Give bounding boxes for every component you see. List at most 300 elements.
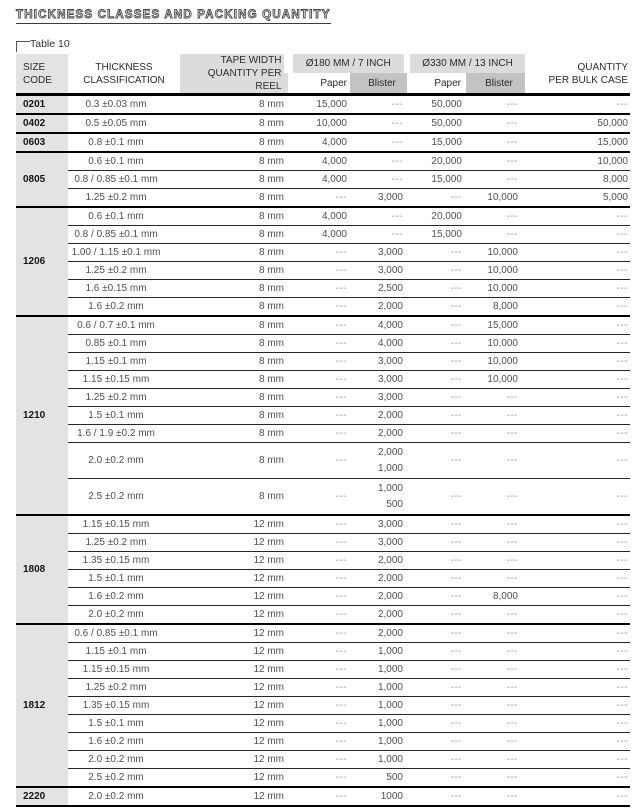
paper-180-cell: --- — [288, 189, 350, 208]
tape-width-cell: 8 mm — [180, 280, 288, 298]
table-row — [16, 588, 630, 606]
thickness-cell: 1.25 ±0.2 mm — [68, 679, 180, 697]
paper-180-cell: 4,000 — [288, 171, 350, 189]
paper-330-cell: 20,000 — [407, 207, 465, 226]
paper-180-cell: --- — [288, 733, 350, 751]
paper-330-cell: --- — [407, 570, 465, 588]
blister-180-cell: --- — [350, 114, 407, 133]
paper-180-cell: --- — [288, 389, 350, 407]
blister-330-cell: 10,000 — [465, 280, 525, 298]
table-row — [16, 733, 630, 751]
table-row — [16, 353, 630, 371]
thickness-cell: 0.3 ±0.03 mm — [68, 95, 180, 115]
paper-180-cell: --- — [288, 244, 350, 262]
blister-180-cell: 1,000 — [350, 751, 407, 769]
size-group-2220 — [16, 787, 630, 806]
blister-330-cell: --- — [465, 697, 525, 715]
header-thickness-line1: THICKNESS — [95, 61, 153, 73]
tape-width-cell: 8 mm — [180, 189, 288, 208]
blister-180-cell: 1,000 — [350, 643, 407, 661]
blister-330-cell: --- — [465, 643, 525, 661]
header-tape-line2: QUANTITY PER REEL — [207, 68, 282, 92]
size-group-0402 — [16, 114, 630, 133]
header-reel-330mm: Ø330 MM / 13 INCH — [407, 54, 525, 73]
paper-180-cell: --- — [288, 353, 350, 371]
blister-180-cell: 2,000 — [350, 552, 407, 570]
paper-330-cell: 20,000 — [407, 152, 465, 171]
table-row — [16, 679, 630, 697]
table-row — [16, 171, 630, 189]
blister-180-cell: 2,000 — [350, 624, 407, 643]
bulk-quantity-cell: --- — [525, 606, 630, 625]
paper-180-cell: --- — [288, 787, 350, 806]
tape-width-cell: 8 mm — [180, 171, 288, 189]
paper-330-cell: --- — [407, 643, 465, 661]
thickness-cell: 1.15 ±0.1 mm — [68, 353, 180, 371]
header-bulk-line1: QUANTITY — [577, 61, 628, 73]
table-row — [16, 189, 630, 208]
blister-330-cell: --- — [465, 152, 525, 171]
tape-width-cell: 12 mm — [180, 751, 288, 769]
header-tape-line1: TAPE WIDTH — [220, 55, 282, 66]
blister-330-cell: --- — [465, 479, 525, 516]
blister-330-cell: --- — [465, 679, 525, 697]
tape-width-cell: 8 mm — [180, 389, 288, 407]
size-group-1210 — [16, 316, 630, 515]
bulk-quantity-cell: 15,000 — [525, 133, 630, 152]
header-blister-180: Blister — [350, 73, 407, 94]
blister-330-cell: --- — [465, 425, 525, 443]
bulk-quantity-cell: --- — [525, 570, 630, 588]
blister-330-cell: 10,000 — [465, 371, 525, 389]
blister-180-cell: 1,000 — [350, 679, 407, 697]
blister-180-cell: --- — [350, 133, 407, 152]
blister-180-cell: 3,000 — [350, 244, 407, 262]
paper-330-cell: --- — [407, 371, 465, 389]
blister-330-cell: --- — [465, 552, 525, 570]
table-row — [16, 534, 630, 552]
bulk-quantity-cell: --- — [525, 298, 630, 317]
table-row — [16, 443, 630, 479]
bulk-quantity-cell: --- — [525, 407, 630, 425]
thickness-cell: 1.25 ±0.2 mm — [68, 534, 180, 552]
bulk-quantity-cell: --- — [525, 552, 630, 570]
tape-width-cell: 8 mm — [180, 443, 288, 479]
blister-330-cell: --- — [465, 226, 525, 244]
table-row — [16, 298, 630, 317]
blister-180-cell: 2,000 — [350, 588, 407, 606]
tape-width-cell: 8 mm — [180, 407, 288, 425]
blister-180-cell: 1,000 500 — [350, 479, 407, 516]
table-label — [16, 38, 640, 52]
tape-width-cell: 8 mm — [180, 95, 288, 115]
table-row — [16, 570, 630, 588]
paper-180-cell: --- — [288, 335, 350, 353]
thickness-cell: 2.0 ±0.2 mm — [68, 443, 180, 479]
bulk-quantity-cell: --- — [525, 697, 630, 715]
paper-180-cell: --- — [288, 588, 350, 606]
tape-width-cell: 12 mm — [180, 588, 288, 606]
blister-180-cell: 2,000 — [350, 407, 407, 425]
paper-330-cell: --- — [407, 244, 465, 262]
thickness-cell: 0.8 ±0.1 mm — [68, 133, 180, 152]
size-code-cell: 0201 — [16, 95, 68, 115]
paper-180-cell: 4,000 — [288, 207, 350, 226]
table-row — [16, 661, 630, 679]
tape-width-cell: 12 mm — [180, 515, 288, 534]
bulk-quantity-cell: --- — [525, 280, 630, 298]
paper-330-cell: --- — [407, 353, 465, 371]
paper-180-cell: --- — [288, 515, 350, 534]
paper-180-cell: --- — [288, 298, 350, 317]
blister-180-cell: 3,000 — [350, 371, 407, 389]
thickness-cell: 2.5 ±0.2 mm — [68, 479, 180, 516]
blister-180-cell: 3,000 — [350, 262, 407, 280]
thickness-cell: 1.15 ±0.15 mm — [68, 661, 180, 679]
table-row — [16, 262, 630, 280]
header-bulk-line2: PER BULK CASE — [548, 74, 628, 86]
tape-width-cell: 8 mm — [180, 262, 288, 280]
bulk-quantity-cell: --- — [525, 443, 630, 479]
paper-180-cell: --- — [288, 769, 350, 788]
tape-width-cell: 8 mm — [180, 371, 288, 389]
paper-180-cell: --- — [288, 643, 350, 661]
thickness-cell: 1.6 ±0.2 mm — [68, 733, 180, 751]
bulk-quantity-cell: --- — [525, 733, 630, 751]
size-group-1812 — [16, 624, 630, 787]
blister-330-cell: --- — [465, 606, 525, 625]
tape-width-cell: 12 mm — [180, 534, 288, 552]
blister-330-cell: 10,000 — [465, 189, 525, 208]
blister-180-cell: --- — [350, 207, 407, 226]
corner-bracket-icon — [16, 41, 30, 52]
bulk-quantity-cell: --- — [525, 624, 630, 643]
paper-180-cell: 4,000 — [288, 133, 350, 152]
thickness-cell: 0.8 / 0.85 ±0.1 mm — [68, 171, 180, 189]
blister-180-cell: 4,000 — [350, 316, 407, 335]
table-row — [16, 280, 630, 298]
header-size-line1: SIZE — [23, 61, 46, 73]
paper-330-cell: --- — [407, 443, 465, 479]
blister-180-cell: 500 — [350, 769, 407, 788]
tape-width-cell: 8 mm — [180, 133, 288, 152]
size-code-cell: 0603 — [16, 133, 68, 152]
paper-330-cell: --- — [407, 280, 465, 298]
page-title: THICKNESS CLASSES AND PACKING QUANTITY — [16, 9, 331, 24]
blister-180-cell: 1,000 — [350, 733, 407, 751]
blister-180-cell: --- — [350, 226, 407, 244]
bulk-quantity-cell: --- — [525, 715, 630, 733]
table-row — [16, 697, 630, 715]
thickness-cell: 1.5 ±0.1 mm — [68, 570, 180, 588]
paper-330-cell: --- — [407, 298, 465, 317]
table-row — [16, 244, 630, 262]
header-thickness-line2: CLASSIFICATION — [83, 74, 165, 86]
bulk-quantity-cell: --- — [525, 226, 630, 244]
paper-330-cell: --- — [407, 751, 465, 769]
blister-330-cell: --- — [465, 534, 525, 552]
table-header — [16, 54, 630, 95]
paper-180-cell: --- — [288, 371, 350, 389]
bulk-quantity-cell: --- — [525, 479, 630, 516]
blister-180-cell: 4,000 — [350, 335, 407, 353]
table-row — [16, 316, 630, 335]
tape-width-cell: 8 mm — [180, 244, 288, 262]
paper-330-cell: --- — [407, 534, 465, 552]
paper-330-cell: --- — [407, 624, 465, 643]
bulk-quantity-cell: 10,000 — [525, 152, 630, 171]
thickness-cell: 1.6 ±0.2 mm — [68, 298, 180, 317]
paper-330-cell: --- — [407, 661, 465, 679]
paper-180-cell: 10,000 — [288, 114, 350, 133]
blister-180-cell: 2,500 — [350, 280, 407, 298]
blister-330-cell: 15,000 — [465, 316, 525, 335]
tape-width-cell: 12 mm — [180, 787, 288, 806]
thickness-cell: 1.5 ±0.1 mm — [68, 407, 180, 425]
paper-330-cell: 15,000 — [407, 133, 465, 152]
tape-width-cell: 12 mm — [180, 552, 288, 570]
blister-180-cell: 2,000 — [350, 570, 407, 588]
paper-180-cell: --- — [288, 661, 350, 679]
paper-330-cell: --- — [407, 787, 465, 806]
blister-330-cell: 10,000 — [465, 335, 525, 353]
paper-180-cell: --- — [288, 262, 350, 280]
paper-330-cell: --- — [407, 316, 465, 335]
paper-180-cell: 4,000 — [288, 152, 350, 171]
paper-330-cell: 50,000 — [407, 114, 465, 133]
blister-180-cell: 1,000 — [350, 661, 407, 679]
table-row — [16, 515, 630, 534]
paper-330-cell: --- — [407, 262, 465, 280]
thickness-cell: 0.6 / 0.7 ±0.1 mm — [68, 316, 180, 335]
tape-width-cell: 12 mm — [180, 679, 288, 697]
paper-180-cell: --- — [288, 570, 350, 588]
blister-330-cell: --- — [465, 443, 525, 479]
bulk-quantity-cell: --- — [525, 534, 630, 552]
paper-330-cell: --- — [407, 189, 465, 208]
blister-180-cell: 3,000 — [350, 515, 407, 534]
blister-330-cell: --- — [465, 133, 525, 152]
paper-330-cell: 15,000 — [407, 226, 465, 244]
size-group-1808 — [16, 515, 630, 624]
blister-180-cell: 1000 — [350, 787, 407, 806]
header-reel-180mm: Ø180 MM / 7 INCH — [288, 54, 407, 73]
blister-330-cell: --- — [465, 407, 525, 425]
blister-180-cell: 3,000 — [350, 353, 407, 371]
size-code-cell: 0805 — [16, 152, 68, 207]
table-row — [16, 114, 630, 133]
blister-180-cell: 2,000 — [350, 298, 407, 317]
bulk-quantity-cell: --- — [525, 588, 630, 606]
blister-180-cell: 2,000 1,000 — [350, 443, 407, 479]
bulk-quantity-cell: 5,000 — [525, 189, 630, 208]
table-row — [16, 425, 630, 443]
header-size-code — [16, 54, 68, 95]
tape-width-cell: 12 mm — [180, 606, 288, 625]
header-paper-330: Paper — [407, 73, 465, 94]
table-row — [16, 624, 630, 643]
paper-330-cell: --- — [407, 335, 465, 353]
thickness-cell: 2.5 ±0.2 mm — [68, 769, 180, 788]
table-row — [16, 95, 630, 115]
thickness-cell: 1.6 / 1.9 ±0.2 mm — [68, 425, 180, 443]
paper-180-cell: --- — [288, 316, 350, 335]
blister-180-cell: 3,000 — [350, 534, 407, 552]
blister-330-cell: --- — [465, 207, 525, 226]
size-code-cell: 1808 — [16, 515, 68, 624]
paper-330-cell: --- — [407, 679, 465, 697]
tape-width-cell: 8 mm — [180, 353, 288, 371]
blister-330-cell: --- — [465, 114, 525, 133]
blister-330-cell: 8,000 — [465, 588, 525, 606]
thickness-cell: 1.5 ±0.1 mm — [68, 715, 180, 733]
blister-330-cell: --- — [465, 733, 525, 751]
blister-180-cell: 3,000 — [350, 389, 407, 407]
blister-330-cell: --- — [465, 624, 525, 643]
bulk-quantity-cell: --- — [525, 679, 630, 697]
blister-330-cell: --- — [465, 389, 525, 407]
thickness-cell: 1.15 ±0.1 mm — [68, 643, 180, 661]
thickness-cell: 1.25 ±0.2 mm — [68, 189, 180, 208]
table-row — [16, 751, 630, 769]
blister-180-cell: --- — [350, 152, 407, 171]
bulk-quantity-cell: --- — [525, 95, 630, 115]
paper-180-cell: --- — [288, 443, 350, 479]
header-blister-330: Blister — [465, 73, 525, 94]
table-row — [16, 207, 630, 226]
table-row — [16, 787, 630, 806]
tape-width-cell: 8 mm — [180, 226, 288, 244]
thickness-cell: 1.6 ±0.2 mm — [68, 588, 180, 606]
paper-330-cell: --- — [407, 715, 465, 733]
blister-330-cell: 10,000 — [465, 244, 525, 262]
blister-330-cell: 10,000 — [465, 262, 525, 280]
tape-width-cell: 12 mm — [180, 769, 288, 788]
bulk-quantity-cell: --- — [525, 661, 630, 679]
paper-330-cell: 50,000 — [407, 95, 465, 115]
table-row — [16, 407, 630, 425]
tape-width-cell: 8 mm — [180, 335, 288, 353]
table-row — [16, 226, 630, 244]
blister-180-cell: 1,000 — [350, 715, 407, 733]
blister-330-cell: --- — [465, 715, 525, 733]
tape-width-cell: 8 mm — [180, 207, 288, 226]
size-code-cell: 1812 — [16, 624, 68, 787]
paper-330-cell: --- — [407, 389, 465, 407]
bulk-quantity-cell: --- — [525, 425, 630, 443]
bulk-quantity-cell: --- — [525, 207, 630, 226]
paper-180-cell: --- — [288, 407, 350, 425]
blister-330-cell: --- — [465, 515, 525, 534]
blister-330-cell: --- — [465, 171, 525, 189]
thickness-cell: 1.25 ±0.2 mm — [68, 389, 180, 407]
paper-330-cell: --- — [407, 769, 465, 788]
tape-width-cell: 8 mm — [180, 152, 288, 171]
bulk-quantity-cell: --- — [525, 389, 630, 407]
paper-330-cell: --- — [407, 606, 465, 625]
paper-330-cell: --- — [407, 407, 465, 425]
paper-180-cell: --- — [288, 624, 350, 643]
blister-180-cell: 3,000 — [350, 189, 407, 208]
tape-width-cell: 12 mm — [180, 697, 288, 715]
table-row — [16, 479, 630, 516]
table-row — [16, 133, 630, 152]
tape-width-cell: 12 mm — [180, 733, 288, 751]
tape-width-cell: 12 mm — [180, 661, 288, 679]
blister-180-cell: 2,000 — [350, 425, 407, 443]
paper-330-cell: --- — [407, 588, 465, 606]
bulk-quantity-cell: --- — [525, 262, 630, 280]
thickness-cell: 1.00 / 1.15 ±0.1 mm — [68, 244, 180, 262]
paper-330-cell: --- — [407, 697, 465, 715]
bulk-quantity-cell: 8,000 — [525, 171, 630, 189]
tape-width-cell: 12 mm — [180, 715, 288, 733]
bulk-quantity-cell: --- — [525, 353, 630, 371]
thickness-cell: 2.0 ±0.2 mm — [68, 751, 180, 769]
table-row — [16, 389, 630, 407]
thickness-cell: 0.85 ±0.1 mm — [68, 335, 180, 353]
header-tape-width — [180, 54, 288, 95]
bulk-quantity-cell: --- — [525, 769, 630, 788]
header-thickness-classification — [68, 54, 180, 95]
thickness-cell: 1.35 ±0.15 mm — [68, 552, 180, 570]
bulk-quantity-cell: --- — [525, 244, 630, 262]
blister-330-cell: --- — [465, 787, 525, 806]
paper-180-cell: --- — [288, 280, 350, 298]
thickness-cell: 2.0 ±0.2 mm — [68, 606, 180, 625]
bulk-quantity-cell: --- — [525, 371, 630, 389]
blister-330-cell: 10,000 — [465, 353, 525, 371]
size-code-cell: 1206 — [16, 207, 68, 316]
thickness-cell: 0.6 / 0.85 ±0.1 mm — [68, 624, 180, 643]
thickness-cell: 0.6 ±0.1 mm — [68, 207, 180, 226]
bulk-quantity-cell: --- — [525, 515, 630, 534]
bulk-quantity-cell: 50,000 — [525, 114, 630, 133]
size-group-0201 — [16, 95, 630, 115]
blister-330-cell: --- — [465, 751, 525, 769]
paper-180-cell: --- — [288, 751, 350, 769]
thickness-cell: 1.15 ±0.15 mm — [68, 371, 180, 389]
bulk-quantity-cell: --- — [525, 643, 630, 661]
blister-180-cell: --- — [350, 95, 407, 115]
thickness-cell: 1.25 ±0.2 mm — [68, 262, 180, 280]
table-row — [16, 643, 630, 661]
size-group-0805 — [16, 152, 630, 207]
thickness-cell: 0.5 ±0.05 mm — [68, 114, 180, 133]
blister-180-cell: 1,000 — [350, 697, 407, 715]
size-code-cell: 2220 — [16, 787, 68, 806]
paper-180-cell: --- — [288, 479, 350, 516]
thickness-cell: 2.0 ±0.2 mm — [68, 787, 180, 806]
table-row — [16, 606, 630, 625]
blister-180-cell: --- — [350, 171, 407, 189]
size-code-cell: 1210 — [16, 316, 68, 515]
blister-330-cell: --- — [465, 95, 525, 115]
table-row — [16, 152, 630, 171]
header-size-line2: CODE — [23, 74, 52, 86]
blister-330-cell: --- — [465, 661, 525, 679]
paper-180-cell: --- — [288, 697, 350, 715]
paper-330-cell: --- — [407, 425, 465, 443]
blister-330-cell: --- — [465, 769, 525, 788]
thickness-cell: 1.6 ±0.15 mm — [68, 280, 180, 298]
paper-180-cell: --- — [288, 679, 350, 697]
paper-180-cell: --- — [288, 606, 350, 625]
paper-180-cell: --- — [288, 425, 350, 443]
paper-330-cell: --- — [407, 552, 465, 570]
table-row — [16, 335, 630, 353]
table-row — [16, 769, 630, 788]
